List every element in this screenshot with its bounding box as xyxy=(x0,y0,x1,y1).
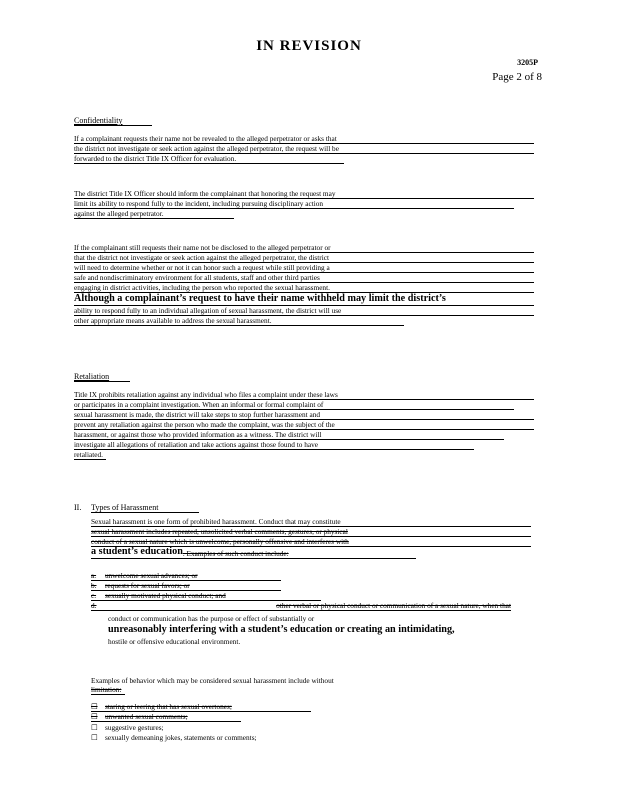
confidentiality-paragraph-2 xyxy=(74,189,534,219)
bullet-item xyxy=(91,732,351,742)
text-line: limitation: xyxy=(91,685,125,695)
text-line: safe and nondiscriminatory environment for all students, staff and other third parties xyxy=(74,273,534,283)
list-item xyxy=(91,601,511,611)
retaliation-paragraph xyxy=(74,390,534,460)
heading-rule xyxy=(74,125,152,126)
retaliation-heading: Retaliation xyxy=(74,372,110,381)
list-marker: b. xyxy=(91,580,97,590)
confidentiality-heading: Confidentiality xyxy=(74,116,123,125)
text-line: against the alleged perpetrator. xyxy=(74,209,234,219)
types-intro xyxy=(91,517,531,559)
checkbox-icon: ☐ xyxy=(91,711,98,721)
bold-text: a student’s education xyxy=(91,545,183,557)
text-line: ability to respond fully to an individual allegation of sexual harassment, the district will use xyxy=(74,306,534,316)
item-d-continuation xyxy=(108,613,478,646)
text-line: sexual harassment is made, the district will take steps to stop further harassment and xyxy=(74,410,534,420)
page-number: Page 2 of 8 xyxy=(492,71,542,83)
text-line: Examples of behavior which may be considered sexual harassment include without xyxy=(91,675,334,685)
text-line: sexual harassment includes repeated, unsolicited verbal comments, gestures, or physical xyxy=(91,527,531,537)
list-marker: d. xyxy=(91,600,97,610)
text-line: forwarded to the district Title IX Officer for evaluation. xyxy=(74,154,344,164)
text-line: conduct of a sexual nature which is unwelcome, personally offensive and interferes with xyxy=(91,537,531,547)
list-item-text: requests for sexual favors; or xyxy=(105,580,190,590)
text-line: investigate all allegations of retaliation and take actions against those found to have xyxy=(74,440,474,450)
list-item-text: sexually motivated physical conduct; and xyxy=(105,590,226,600)
text-line: engaging in district activities, including the person who reported the sexual harassment. xyxy=(74,283,534,293)
checkbox-icon: ☐ xyxy=(91,722,98,732)
examples-intro xyxy=(91,675,501,695)
text-line: If the complainant still requests their name not be disclosed to the alleged perpetrator or xyxy=(74,243,534,253)
types-heading: Types of Harassment xyxy=(91,503,159,512)
text-line: The district Title IX Officer should inform the complainant that honoring the request may xyxy=(74,189,534,199)
bullet-text: staring or leering that has sexual overtones; xyxy=(105,701,232,711)
text-line: Sexual harassment is one form of prohibited harassment. Conduct that may constitute xyxy=(91,517,531,527)
section-numeral: II. xyxy=(74,503,82,512)
heading-rule xyxy=(74,381,130,382)
text-line: will need to determine whether or not it can honor such a request while still providing a xyxy=(74,263,534,273)
list-item xyxy=(91,591,321,601)
text-line: limit its ability to respond fully to the incident, including pursuing disciplinary action xyxy=(74,199,514,209)
strike-text: . Examples of such conduct include: xyxy=(182,548,289,558)
list-item-text: unwelcome sexual advances; or xyxy=(105,570,198,580)
text-line: or participates in a complaint investigation. When an informal or formal complaint of xyxy=(74,400,514,410)
types-list xyxy=(91,571,511,611)
text-line: other appropriate means available to address the sexual harassment. xyxy=(74,316,404,326)
text-line: hostile or offensive educational environment. xyxy=(108,636,241,646)
list-item-text: other verbal or physical conduct or communication of a sexual nature, when that xyxy=(276,600,511,610)
list-item xyxy=(91,571,281,581)
text-line: that the district not investigate or seek action against the alleged perpetrator, the district xyxy=(74,253,534,263)
text-line: conduct or communication has the purpose or effect of substantially or xyxy=(108,613,315,623)
confidentiality-paragraph-3 xyxy=(74,243,534,326)
text-line: If a complainant requests their name not be revealed to the alleged perpetrator or asks that xyxy=(74,134,534,144)
list-marker: a. xyxy=(91,570,97,580)
checkbox-icon: ☐ xyxy=(91,732,98,742)
text-line: the district not investigate or seek action against the alleged perpetrator, the request will be xyxy=(74,144,534,154)
text-line: harassment, or against those who provided information as a witness. The district will xyxy=(74,430,504,440)
list-item xyxy=(91,581,281,591)
heading-rule xyxy=(91,512,199,513)
bullet-item xyxy=(91,702,311,712)
examples-list xyxy=(91,702,351,742)
list-marker: c. xyxy=(91,590,97,600)
bold-text-line: unreasonably interfering with a student’s education or creating an intimidating, xyxy=(108,623,455,635)
text-line: prevent any retaliation against the person who made the complaint, was the subject of the xyxy=(74,420,534,430)
text-line: retaliated. xyxy=(74,450,106,460)
bullet-text: unwanted sexual comments; xyxy=(105,711,188,721)
bullet-item xyxy=(91,712,241,722)
bullet-text: suggestive gestures; xyxy=(105,722,164,732)
bold-text-line: Although a complainant’s request to have their name withheld may limit the district’s xyxy=(74,293,534,306)
text-line: Title IX prohibits retaliation against any individual who files a complaint under these laws xyxy=(74,390,534,400)
text-line xyxy=(91,547,416,559)
checkbox-icon: ☐ xyxy=(91,701,98,711)
confidentiality-paragraph-1 xyxy=(74,134,534,164)
page-title: IN REVISION xyxy=(256,38,362,54)
bullet-text: sexually demeaning jokes, statements or comments; xyxy=(105,732,257,742)
bullet-item xyxy=(91,722,241,732)
policy-code: 3205P xyxy=(517,58,538,67)
